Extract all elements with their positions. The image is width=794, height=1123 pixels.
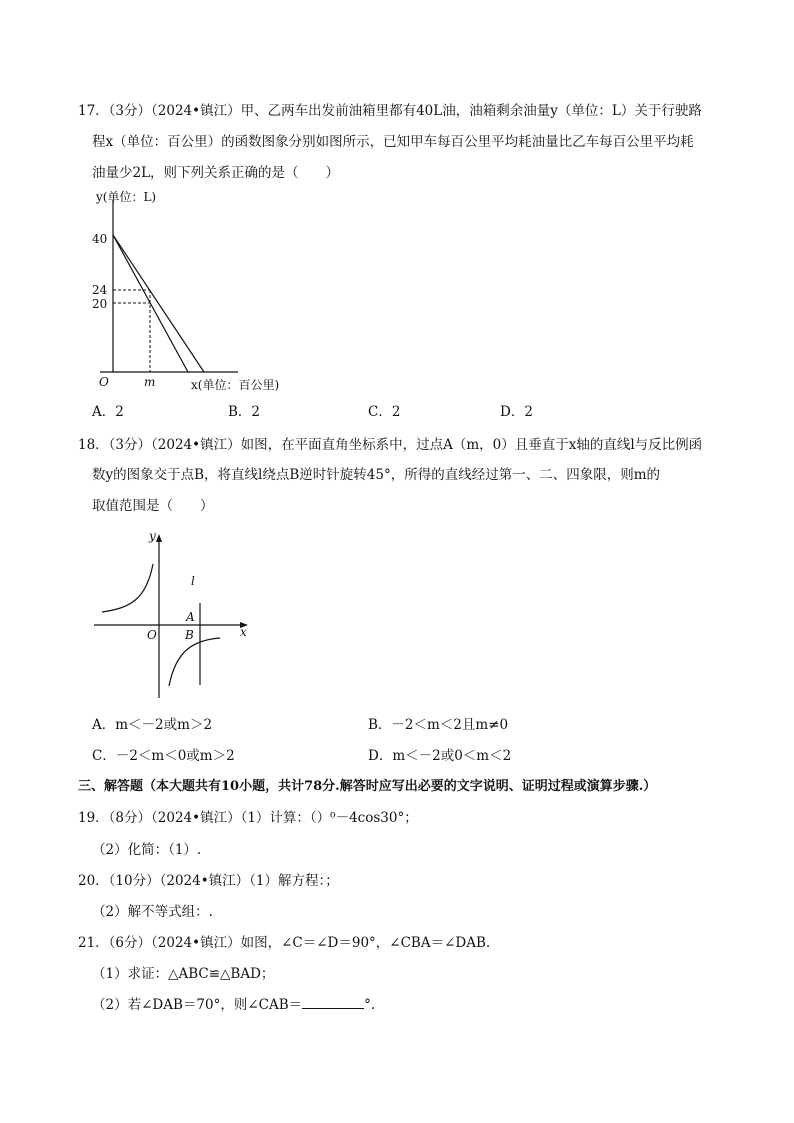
- q18-text-line1: 18．（3分）（2024•镇江）如图，在平面直角坐标系中，过点A（m，0）且垂直于x轴的直线l与反比例函: [78, 437, 703, 453]
- q21-text-line2: （1）求证：△ABC≌△BAD；: [92, 966, 275, 982]
- q17-y-tick-20: 20: [92, 297, 108, 311]
- q19-text-line2: （2）化简：（1）.: [92, 842, 202, 858]
- q17-text-line1: 17．（3分）（2024•镇江）甲、乙两车出发前油箱里都有40L油，油箱剩余油量y（单位：L）关于行驶路: [78, 103, 702, 119]
- q21-text-line3: [92, 996, 375, 1014]
- q17-line-car2: [113, 235, 204, 372]
- q17-text-line2: 程x（单位：百公里）的函数图象分别如图所示，已知甲车每百公里平均耗油量比乙车每百公里平均耗: [92, 134, 694, 150]
- q17-fuel-graph: [88, 186, 328, 398]
- q21-answer-blank[interactable]: [302, 996, 364, 1009]
- q17-option-c[interactable]: C．2: [368, 404, 401, 420]
- q17-y-tick-40: 40: [92, 232, 108, 246]
- q17-origin-label: O: [99, 375, 109, 389]
- q17-y-tick-24: 24: [92, 283, 108, 297]
- q21-text-line1: 21．（6分）（2024•镇江）如图，∠C＝∠D＝90°，∠CBA＝∠DAB.: [78, 935, 491, 951]
- q17-option-b[interactable]: B．2: [228, 404, 261, 420]
- q17-x-tick-m: m: [144, 375, 156, 389]
- q18-coordinate-graph: [90, 528, 260, 703]
- q21-part2-suffix: °.: [364, 997, 376, 1013]
- q18-option-d[interactable]: D．m＜－2或0＜m＜2: [368, 748, 512, 764]
- q18-option-c[interactable]: C．－2＜m＜0或m＞2: [92, 748, 235, 764]
- q17-x-axis-label: x(单位：百公里): [191, 378, 280, 392]
- q18-hyperbola-branch-2: [102, 564, 153, 612]
- q18-option-a[interactable]: A．m＜－2或m＞2: [92, 717, 213, 733]
- q18-line-l-label: l: [191, 574, 195, 588]
- q17-option-a[interactable]: A．2: [92, 404, 124, 420]
- q20-text-line2: （2）解不等式组：.: [92, 904, 213, 920]
- q18-text-line2: 数y的图象交于点B，将直线l绕点B逆时针旋转45°，所得的直线经过第一、二、四象限，则m的: [92, 467, 661, 483]
- q18-y-label: y: [149, 529, 156, 543]
- q18-point-a-label: A: [186, 610, 195, 624]
- q18-option-b[interactable]: B．－2＜m＜2且m≠0: [368, 717, 509, 733]
- q17-option-d[interactable]: D．2: [500, 404, 533, 420]
- q18-x-label: x: [240, 625, 247, 639]
- q21-part2-prefix: （2）若∠DAB＝70°，则∠CAB＝: [92, 997, 303, 1013]
- q19-text-line1: 19．（8分）（2024•镇江）（1）计算：（）⁰－4cos30°；: [78, 810, 418, 826]
- q18-origin-label: O: [147, 628, 157, 642]
- q18-hyperbola-branch-4: [169, 638, 220, 686]
- q20-text-line1: 20．（10分）（2024•镇江）（1）解方程：；: [78, 873, 339, 889]
- q18-point-b-label: B: [185, 628, 194, 642]
- section-3-heading: 三、解答题（本大题共有10小题，共计78分.解答时应写出必要的文字说明、证明过程或演算步骤.）: [78, 779, 657, 794]
- q18-text-line3: 取值范围是（ ）: [92, 498, 214, 514]
- q17-text-line3: 油量少2L，则下列关系正确的是（ ）: [92, 165, 340, 181]
- q17-y-axis-label: y(单位：L): [96, 190, 157, 204]
- q18-y-arrow: [156, 534, 162, 542]
